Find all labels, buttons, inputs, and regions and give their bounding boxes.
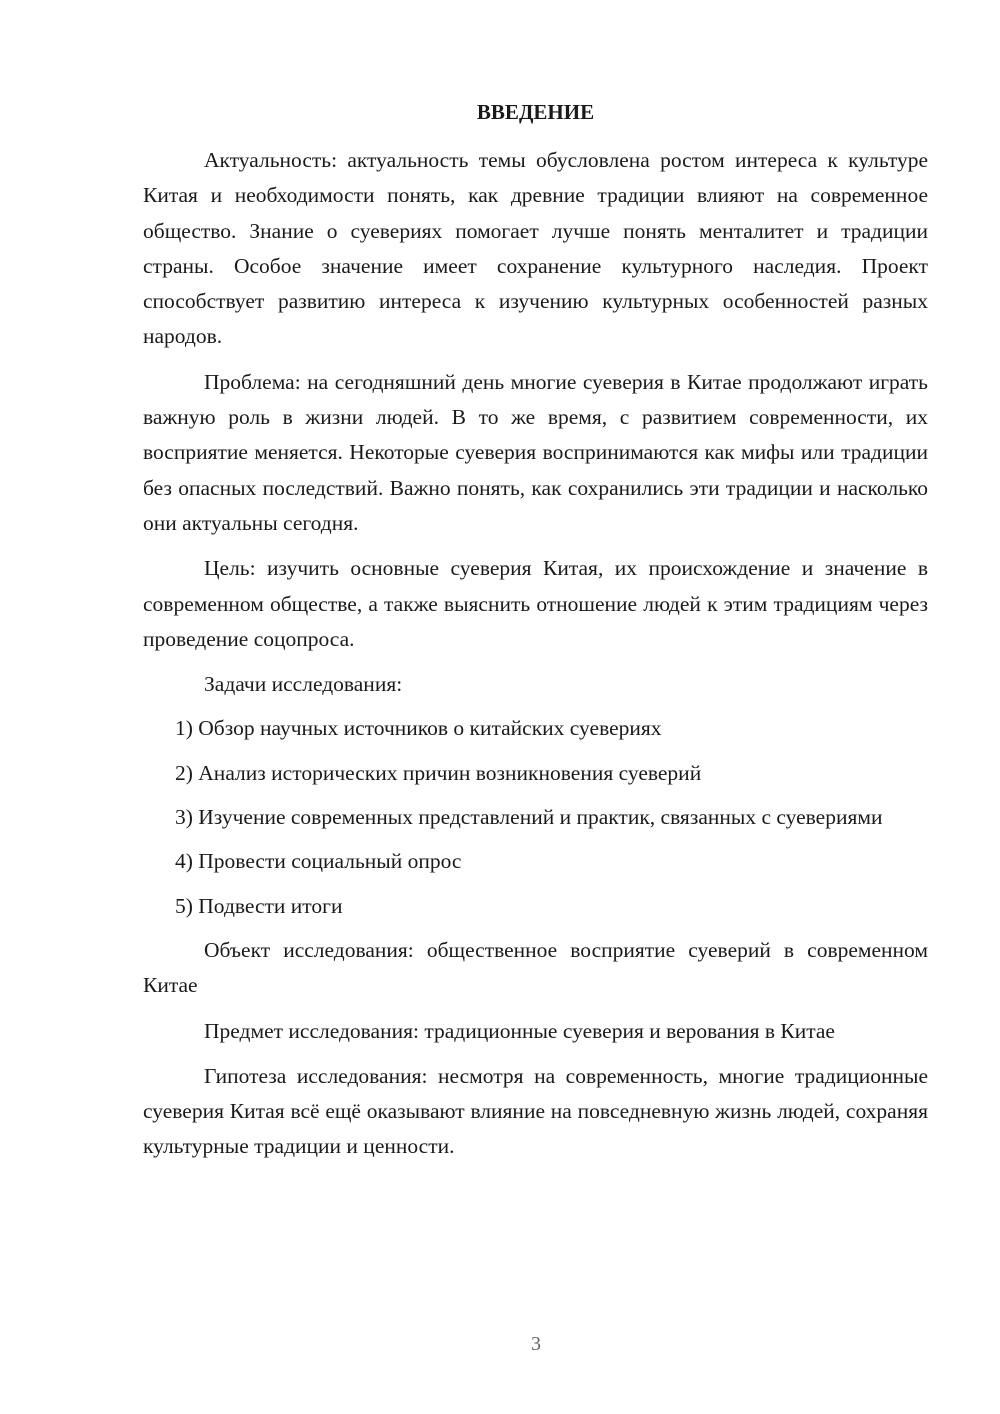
problem-paragraph: Проблема: на сегодняшний день многие суеверия в Китае продолжают играть важную роль в жизни людей. В то же время, с развитием современности, их восприятие меняется. Некоторые суеверия воспринимаются как мифы или традиции без опасных последствий. Важно понять, как сохранились эти традиции и насколько они актуальны сегодня. [143,369,928,535]
task-item: 5) Подвести итоги [175,893,343,918]
goal-paragraph: Цель: изучить основные суеверия Китая, их происхождение и значение в современном обществе, а также выяснить отношение людей к этим традициям через проведение соцопроса. [143,556,928,651]
object-paragraph: Объект исследования: общественное восприятие суеверий в современном Китае [143,937,928,998]
task-item: 3) Изучение современных представлений и практик, связанных с суевериями [175,805,883,830]
document-page [143,95,928,1175]
task-item: 4) Провести социальный опрос [175,849,462,874]
relevance-paragraph: Актуальность: актуальность темы обусловлена ростом интереса к культуре Китая и необходимости понять, как древние традиции влияют на современное общество. Знание о суевериях помогает лучше понять менталитет и традиции страны. Особое значение имеет сохранение культурного наследия. Проект способствует развитию интереса к изучению культурных особенностей разных народов. [143,148,928,349]
page-number: 3 [531,1333,541,1355]
hypothesis-paragraph: Гипотеза исследования: несмотря на современность, многие традиционные суеверия Китая всё ещё оказывают влияние на повседневную жизнь людей, сохраняя культурные традиции и ценности. [143,1063,928,1159]
task-item: 1) Обзор научных источников о китайских суевериях [175,716,662,741]
section-title: ВВЕДЕНИЕ [476,100,595,124]
subject-paragraph: Предмет исследования: традиционные суеверия и верования в Китае [204,1018,835,1043]
tasks-heading: Задачи исследования: [204,672,403,697]
task-item: 2) Анализ исторических причин возникновения суеверий [175,760,702,785]
